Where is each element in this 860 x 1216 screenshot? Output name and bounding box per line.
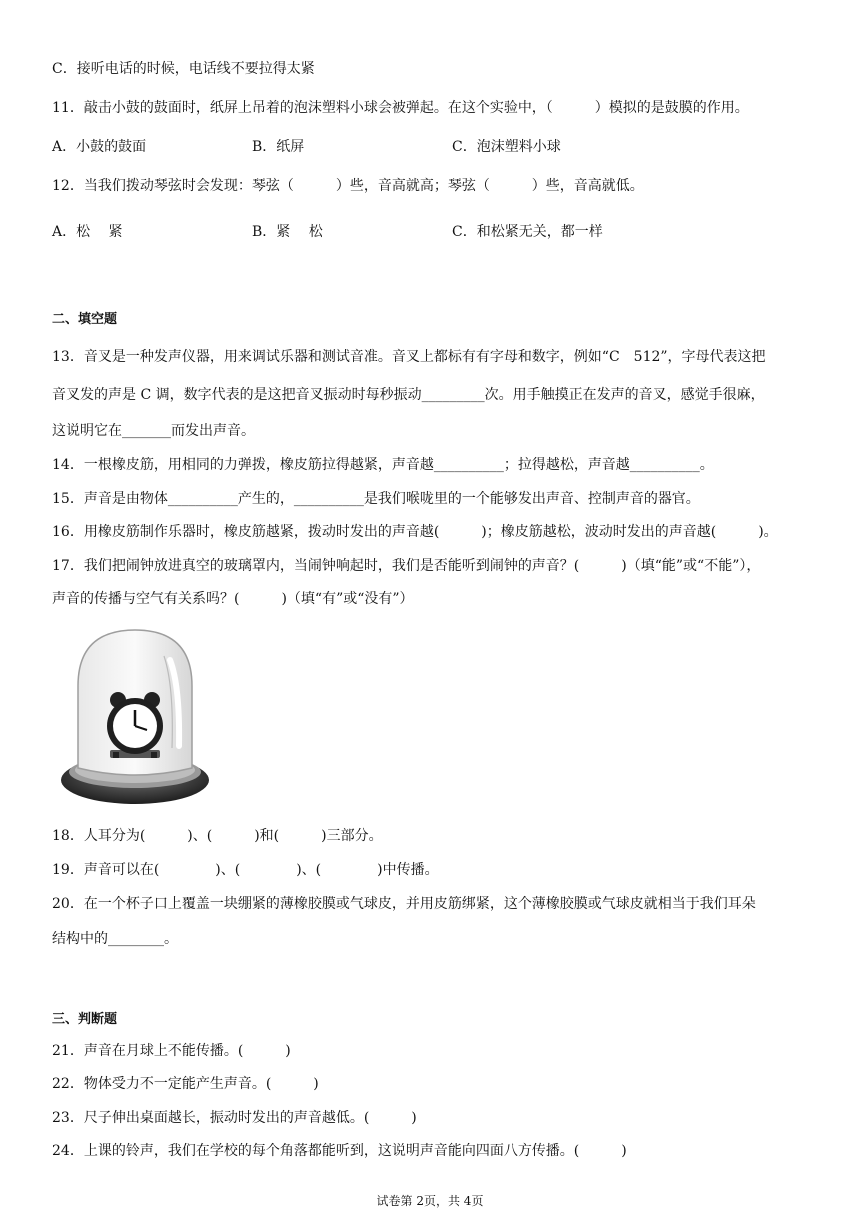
question-23: 23．尺子伸出桌面越长，振动时发出的声音越低。( ) bbox=[52, 1110, 417, 1126]
section-title-true-false: 三、判断题 bbox=[52, 1012, 118, 1027]
question-13-line-3: 这说明它在_______而发出声音。 bbox=[52, 423, 255, 439]
q12-option-b: B．紧 松 bbox=[252, 224, 323, 240]
question-24: 24．上课的铃声，我们在学校的每个角落都能听到，这说明声音能向四面八方传播。( ) bbox=[52, 1143, 627, 1159]
q12-option-c: C．和松紧无关，都一样 bbox=[452, 224, 603, 240]
q11-option-a: A．小鼓的鼓面 bbox=[52, 139, 147, 155]
question-13-line-2: 音叉发的声是 C 调，数字代表的是这把音叉振动时每秒振动_________次。用手触摸正在发声的音叉，感觉手很麻， bbox=[52, 387, 765, 403]
question-21: 21．声音在月球上不能传播。( ) bbox=[52, 1043, 291, 1059]
question-18: 18．人耳分为( )、( )和( )三部分。 bbox=[52, 828, 383, 844]
q11-option-c: C．泡沫塑料小球 bbox=[452, 139, 561, 155]
question-13-line-1: 13．音叉是一种发声仪器，用来调试乐器和测试音准。音叉上都标有有字母和数字，例如“C 512”，字母代表这把 bbox=[52, 349, 766, 365]
question-12: 12．当我们拨动琴弦时会发现：琴弦（ ）些，音高就高；琴弦（ ）些，音高就低。 bbox=[52, 178, 644, 194]
question-20-line-2: 结构中的________。 bbox=[52, 931, 178, 947]
question-11-options bbox=[52, 137, 812, 157]
question-20-line-1: 20．在一个杯子口上覆盖一块绷紧的薄橡胶膜或气球皮，并用皮筋绑紧，这个薄橡胶膜或气球皮就相当于我们耳朵 bbox=[52, 896, 756, 912]
question-12-options bbox=[52, 222, 812, 242]
question-17-line-2: 声音的传播与空气有关系吗？( )（填“有”或“没有”） bbox=[52, 591, 414, 607]
q11-option-b: B．纸屏 bbox=[252, 139, 305, 155]
alarm-clock-bell-jar-illustration bbox=[58, 626, 213, 808]
question-17-line-1: 17．我们把闹钟放进真空的玻璃罩内，当闹钟响起时，我们是否能听到闹钟的声音？( )（填“能”或“不能”）， bbox=[52, 558, 761, 574]
question-14: 14．一根橡皮筋，用相同的力弹拨，橡皮筋拉得越紧，声音越__________；拉得越松，声音越__________。 bbox=[52, 457, 714, 473]
question-11: 11．敲击小鼓的鼓面时，纸屏上吊着的泡沫塑料小球会被弹起。在这个实验中，（ ）模拟的是鼓膜的作用。 bbox=[52, 100, 749, 116]
q10-option-c: C．接听电话的时候，电话线不要拉得太紧 bbox=[52, 61, 315, 77]
question-19: 19．声音可以在( )、( )、( )中传播。 bbox=[52, 862, 439, 878]
question-16: 16．用橡皮筋制作乐器时，橡皮筋越紧，拨动时发出的声音越( )；橡皮筋越松，波动时发出的声音越( )。 bbox=[52, 524, 778, 540]
q12-option-a: A．松 紧 bbox=[52, 224, 123, 240]
question-22: 22．物体受力不一定能产生声音。( ) bbox=[52, 1076, 319, 1092]
page-footer: 试卷第 2页，共 4页 bbox=[376, 1194, 484, 1208]
question-15: 15．声音是由物体__________产生的，__________是我们喉咙里的一个能够发出声音、控制声音的器官。 bbox=[52, 491, 700, 507]
section-title-fill-blank: 二、填空题 bbox=[52, 312, 118, 327]
